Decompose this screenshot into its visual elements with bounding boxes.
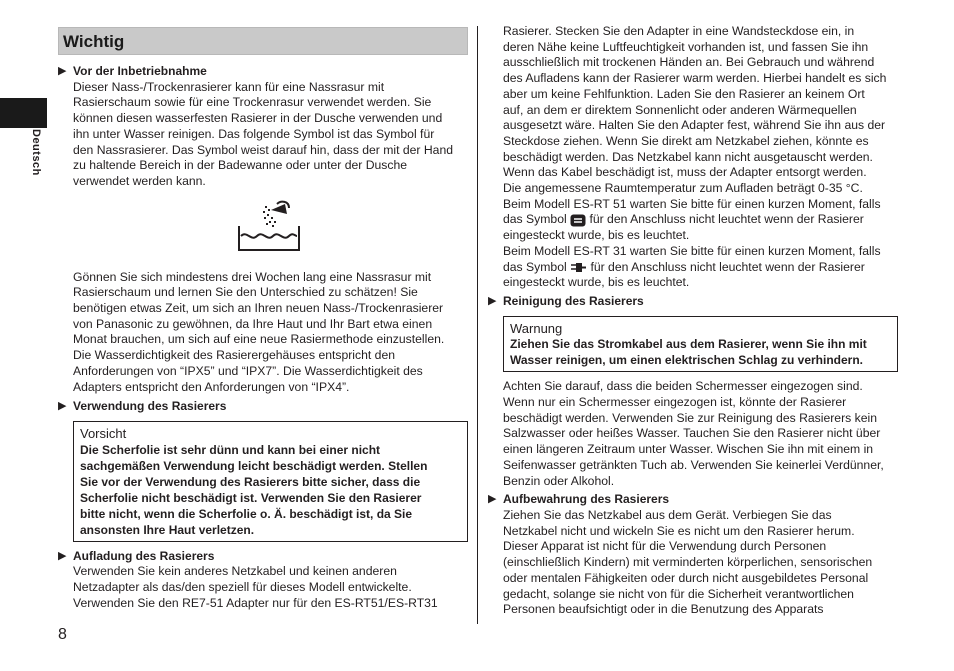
warning-box: [503, 316, 898, 373]
rt51-symbol-line: das Symbol für den Anschluss nicht leuchtet wenn der Rasierer: [503, 212, 864, 227]
bullet-arrow-icon: ▶: [488, 493, 497, 506]
subheading-cleaning: ▶ Reinigung des Rasierers: [488, 293, 644, 308]
left-column: [58, 27, 468, 611]
bullet-arrow-icon: ▶: [58, 549, 67, 562]
subheading-usage: ▶ Verwendung des Rasierers: [58, 399, 227, 414]
language-tab: [0, 98, 47, 128]
subheading-charging: ▶ Aufladung des Rasierers: [58, 548, 215, 563]
caution-text: Die Scherfolie ist sehr dünn und kann bei einer nicht sachgemäßen Verwendung leicht beschädigt werden. Stellen Sie vor der Verwendung des Rasierers bitte sicher, dass die Scherfolie nicht beschädigt ist. Verwenden Sie den Rasierer bitte nicht, wenn die Scherfolie o. Ä. beschädigt ist, da Sie ansonsten Ihre Haut verletzen.: [80, 442, 428, 537]
warning-title: Warnung: [510, 320, 563, 336]
after-symbol-paragraph: Gönnen Sie sich mindestens drei Wochen lang eine Nassrasur mit Rasierschaum und lernen Sie den Unterschied zu schätzen! Sie benötigen etwas Zeit, um sich an Ihren neuen Nass-/Trockenrasierer von Panasonic zu gewöhnen, da Ihre Haut und Ihr Bart etwa einen Monat brauchen, um sich auf eine neue Rasiermethode einzustellen. Die Wasserdichtigkeit des Rasierergehäuses entspricht den Anforderungen von “IPX5” und “IPX7”. Die Wasserdichtigkeit des Adapters entspricht den Anforderungen von “IPX4”.: [73, 269, 445, 394]
bullet-arrow-icon: ▶: [488, 294, 497, 307]
caution-box: [73, 421, 468, 542]
cleaning-paragraph: Achten Sie darauf, dass die beiden Schermesser eingezogen sind. Wenn nur ein Schermesser eingezogen ist, könnte der Rasierer beschädigt werden. Verwenden Sie zur Reinigung des Rasierers kein Salzwasser oder heißes Wasser. Tauchen Sie den Rasierer nicht über einen längeren Zeitraum unter Wasser. Wischen Sie ihn mit einem in Seifenwasser getränkten Tuch ab. Verwenden Sie keinerlei Verdünner, Benzin oder Alkohol.: [503, 379, 884, 488]
heading-text: Wichtig: [63, 32, 125, 51]
shower-bath-icon: [237, 198, 301, 254]
subheading-before-use: ▶ Vor der Inbetriebnahme: [58, 64, 207, 78]
plug-connector-icon: [570, 262, 587, 273]
charging-continued-paragraph: Rasierer. Stecken Sie den Adapter in eine Wandsteckdose ein, in deren Nähe keine Luftfeuchtigkeit vorhanden ist, und fassen Sie ihn ausschließlich mit trockenen Händen an. Bei Gebrauch und während des Aufladens kann der Rasierer warm werden. Hierbei handelt es sich aber um keine Fehlfunktion. Laden Sie den Rasierer an keinem Ort auf, an dem er direktem Sonnenlicht oder anderen Wärmequellen ausgesetzt wäre. Halten Sie den Adapter fest, während Sie ihn aus der Steckdose ziehen. Wenn Sie direkt am Netzkabel ziehen, könnte es beschädigt werden. Das Netzkabel kann nicht ausgetauscht werden. Wenn das Kabel beschädigt ist, muss der Adapter entsorgt werden. Die angemessene Raumtemperatur zum Aufladen beträgt 0-35 °C. Beim Modell ES-RT 51 warten Sie bitte für einen kurzen Moment, falls das Symbol für den Anschluss nicht leuchtet wenn der Rasierer eingesteckt wurde, bis es leuchtet. Beim Modell ES-RT 31 warten Sie bitte für einen kurzen Moment, falls das Symbol für den Anschluss nicht leuchtet wenn der Rasierer eingesteckt wurde, bis es leuchtet.: [488, 24, 898, 291]
wet-dry-symbol-area: [73, 190, 468, 270]
language-label: Deutsch: [30, 129, 42, 176]
bullet-arrow-icon: ▶: [58, 65, 67, 77]
section-heading: [58, 27, 468, 55]
subheading-storage: ▶ Aufbewahrung des Rasierers: [488, 492, 670, 507]
rt31-symbol-line: das Symbol für den Anschluss nicht leuchtet wenn der Rasierer: [503, 259, 865, 274]
plug-socket-icon: [570, 214, 586, 227]
page-number: 8: [58, 626, 67, 643]
bullet-arrow-icon: ▶: [58, 400, 67, 413]
storage-paragraph: Ziehen Sie das Netzkabel aus dem Gerät. Verbiegen Sie das Netzkabel nicht und wickeln Sie es nicht um den Rasierer herum. Dieser Apparat ist nicht für die Verwendung durch Personen (einschließlich Kindern) mit verminderten körperlichen, sensorischen oder mentalen Fähigkeiten oder durch nicht ausgebildetes Personal gedacht, solange sie nicht von für die Sicherheit verantwortlichen Personen beaufsichtigt oder in die Benutzung des Apparats: [503, 507, 873, 617]
column-divider: [477, 26, 478, 624]
charging-paragraph: Verwenden Sie kein anderes Netzkabel und keinen anderen Netzadapter als das/den speziell für dieses Modell entwickelte. Verwenden Sie den RE7-51 Adapter nur für den ES-RT51/ES-RT31: [73, 564, 438, 610]
before-use-paragraph: Dieser Nass-/Trockenrasierer kann für eine Nassrasur mit Rasierschaum sowie für eine Trockenrasur verwendet werden. Sie können diesen wasserfesten Rasierer in der Dusche verwenden und ihn unter Wasser reinigen. Das folgende Symbol ist das Symbol für den Nassrasierer. Das Symbol weist darauf hin, dass der mit der Hand zu haltende Bereich in der Badewanne oder unter der Dusche verwendet werden kann.: [73, 79, 454, 188]
caution-title: Vorsicht: [80, 425, 127, 441]
warning-text: Ziehen Sie das Stromkabel aus dem Rasierer, wenn Sie ihn mit Wasser reinigen, um einen elektrischen Schlag zu verhindern.: [510, 337, 867, 368]
right-column: [488, 24, 898, 618]
